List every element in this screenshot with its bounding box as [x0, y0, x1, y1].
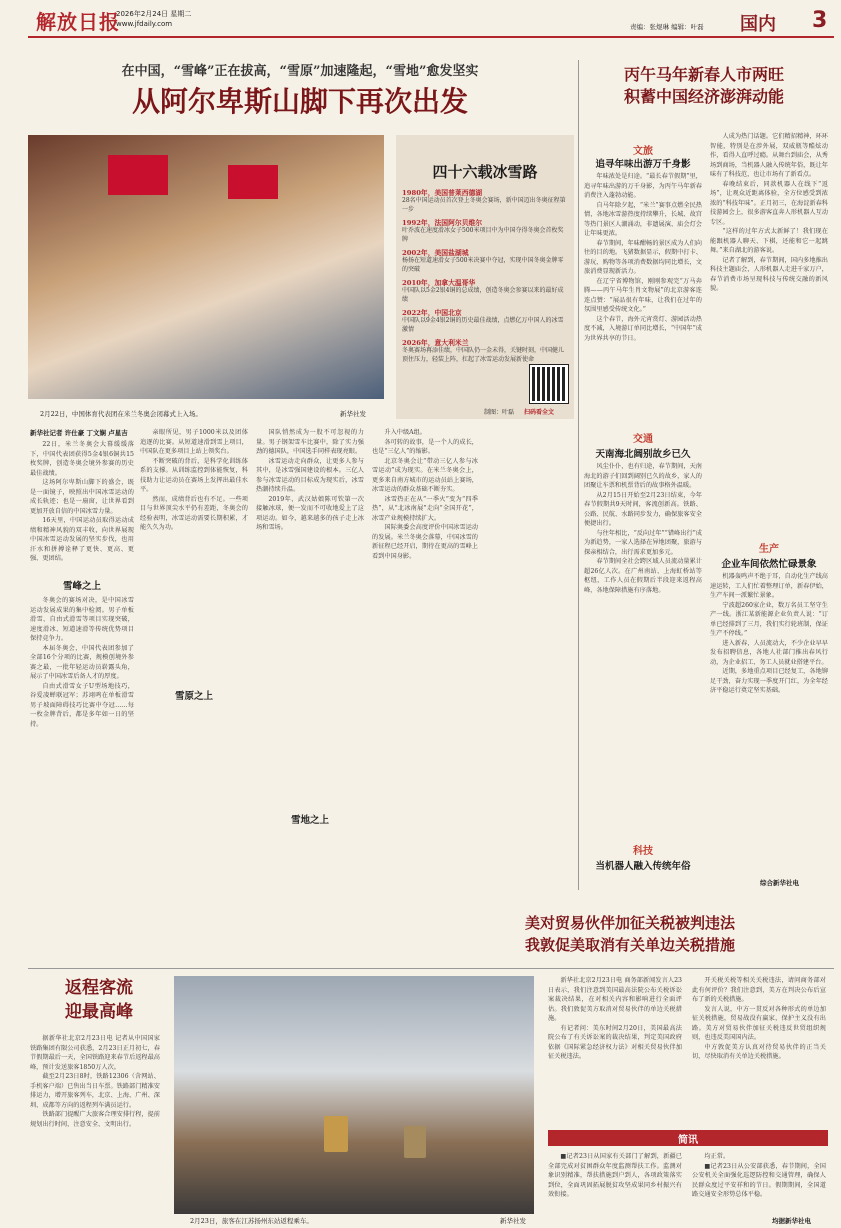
- divider: [578, 60, 579, 890]
- subhead-culture: 追寻年味出游万千身影: [595, 159, 691, 170]
- qr-code-icon[interactable]: [530, 365, 568, 403]
- paragraph: 风尘仆仆，也有归途，春节期间，天南海北的游子们回到阔别已久的故乡，家人的团聚让车票和机票背后的故事格外温暖。: [584, 463, 702, 489]
- lead-col-2: [140, 428, 248, 668]
- timeline-year: 1992年，法国阿尔贝维尔: [402, 219, 483, 227]
- lead-kicker: 在中国，“雪峰”正在拔高，“雪原”加速隆起，“雪地”愈发坚实: [121, 64, 479, 79]
- luggage-icon: [404, 1126, 426, 1158]
- paragraph: 不断突破的背后，是科学化训练体系的支撑。从训练监控到体能恢复，科技助力让运动员在赛场上发挥出最佳水平。: [140, 457, 248, 493]
- section-tech: 科技: [633, 846, 653, 857]
- paragraph: 亲眼所见，男子1000米以及团体追逐的比赛。从短道速滑到雪上项目，中国队在更多项目上站上领奖台。: [140, 429, 248, 455]
- right-top-headline-text: 丙午马年新春人市两旺 积蓄中国经济澎湃动能: [623, 65, 784, 106]
- paragraph: 春节期间，年味酣畅的景区成为人们向往的目的地。飞猪数据显示，假期中打卡、游玩、购物等各项消费数据均同比增长，文旅消费显现新活力。: [584, 239, 702, 275]
- paragraph: 截至2月23日8时，铁路12306（含网站、手机客户端）已售出当日车票。铁路部门精准安排运力，增开旅客列车，北京、上海、广州、深圳、成都等方向的返程列车满员运行。: [30, 1073, 160, 1109]
- date-line: 2026年2月24日 星期二: [116, 10, 192, 18]
- left-bottom-headline: [30, 968, 168, 1024]
- lead-col-3: [256, 428, 364, 808]
- timeline-item: [402, 247, 568, 274]
- right-col-c: [584, 462, 702, 832]
- timeline-item: [402, 277, 568, 304]
- center-bottom-headline: [430, 912, 830, 956]
- paragraph: 从2月15日开始至2月23日结束，今年春节假期共9天时间，客流创新高。铁路、公路、民航、水路同步发力，确保旅客安全便捷出行。: [584, 491, 702, 527]
- section-transport: 交通: [633, 434, 653, 445]
- paragraph: 北京冬奥会让“带动三亿人参与冰雪运动”成为现实。在米兰冬奥会上，更多来自南方城市的运动员站上赛场，冰雪运动的群众基础不断夯实。: [372, 457, 478, 493]
- timeline-text: 中国队以5金2银4铜的总成绩，创造冬奥会参赛以来的最好成绩: [402, 287, 564, 303]
- timeline-item: [402, 187, 568, 214]
- timeline-item: [402, 337, 568, 364]
- lead-headline: 从阿尔卑斯山脚下再次出发: [131, 85, 468, 118]
- editors: 责编：张煜琳 编辑：叶磊: [630, 23, 704, 31]
- flag-icon: [228, 165, 278, 199]
- masthead: [0, 0, 841, 42]
- subhead-snow-peak: 雪峰之上: [62, 581, 101, 592]
- center-photo-credit: 新华社发: [500, 1217, 526, 1225]
- paragraph: 这场阿尔卑斯山脚下的盛会，既是一面镜子，映照出中国冰雪运动的成长轨迹；也是一扇窗，让世界看到更加开放自信的中国冰雪力量。: [30, 479, 134, 515]
- paragraph: 国际奥委会高度评价中国冰雪运动的发展。米兰冬奥会落幕，中国冰雪的新征程已经开启，期待在更高的雪峰上看到中国身影。: [372, 524, 478, 560]
- paragraph: 本届冬奥会，中国代表团参加了全部16个分项的比赛，规模创境外参赛之最，一批年轻运动员崭露头角，展示了中国冰雪后备人才的厚度。: [30, 644, 134, 680]
- lead-col-4: [372, 428, 478, 948]
- timeline-text: 杨扬在短道速滑女子500米决赛中夺冠，实现中国冬奥金牌零的突破: [402, 257, 564, 273]
- lead-col-1b: [30, 596, 134, 956]
- paragraph: 升入中级A组。: [384, 429, 426, 436]
- paragraph: “这样的过年方式太新鲜了！我们现在能跟机器人聊天、下棋，还能和它一起跳舞。”来自湖北的游客说。: [710, 228, 828, 254]
- brief-col-2: [692, 1152, 826, 1214]
- lead-photo-credit: 新华社发: [340, 410, 366, 418]
- paragraph: 进入新春，人员流动大，不少企业早早发布招聘信息，各地人社部门推出春风行动，为企业招工、务工人员就业搭建平台。: [710, 639, 828, 666]
- qr-label: 扫码看全文: [524, 409, 555, 416]
- paragraph: 各可转的故事，是一个人的成长，也是“三亿人”的缩影。: [372, 438, 478, 455]
- right-top-byline: 综合新华社电: [760, 879, 799, 887]
- timeline-title: 四十六载冰雪路: [432, 163, 538, 181]
- newspaper-logo: 解放日报: [36, 10, 120, 34]
- right-top-headline: [584, 64, 824, 108]
- paragraph: 宁波超260家企业，数万名员工坚守生产一线。浙江某新能源企业负责人说：“订单已经排到了三月，我们实行轮班制，保证生产不停线。”: [710, 601, 828, 637]
- lead-photo-caption: 2月22日，中国体育代表团在米兰冬奥会闭幕式上入场。: [40, 410, 202, 418]
- brief-title: 简讯: [678, 1135, 698, 1146]
- paragraph: 自由式滑雪女子U型场地技巧，谷爱凌蝉联冠军；苏翊鸣在单板滑雪男子坡面障碍技巧比赛中夺冠……每一枚金牌背后，都是多年如一日的坚持。: [30, 682, 134, 728]
- section-production: 生产: [759, 544, 779, 555]
- page-number: 3: [812, 8, 828, 33]
- brief-col-1: [548, 1152, 682, 1222]
- timeline-year: 2002年，美国盐湖城: [402, 249, 469, 257]
- paragraph: 记者了解到，春节期间，国内多地推出科技主题庙会，人形机器人走进千家万户，春节消费市场呈现科技与传统交融的新风貌。: [710, 256, 828, 292]
- right-col-d: [710, 572, 828, 872]
- brief-credit: 均据新华社电: [772, 1217, 811, 1225]
- paragraph: 22日，米兰冬奥会大幕缓缓落下，中国代表团获得5金4银6铜共15枚奖牌，创造冬奥会境外参赛的历史最佳战绩。: [30, 441, 134, 477]
- center-col-1: [548, 976, 682, 1126]
- right-col-b: [710, 132, 828, 532]
- center-col-2: [692, 976, 826, 1126]
- right-col-a: [584, 172, 702, 422]
- website[interactable]: www.jfdaily.com: [116, 20, 173, 28]
- subhead-tech: 当机器人融入传统年俗: [595, 861, 691, 872]
- subhead-snow-ground: 雪地之上: [290, 815, 329, 826]
- luggage-icon: [324, 1116, 348, 1152]
- center-bottom-headline-text: 美对贸易伙伴加征关税被判违法 我敦促美取消有关单边关税措施: [524, 914, 735, 954]
- timeline-year: 2026年，意大利米兰: [402, 339, 469, 347]
- paragraph: 16天里，中国运动员取得运动成绩和精神风貌的双丰收，向世界展现中国冰雪运动发展的坚实步伐，也用汗水和拼搏诠释了更快、更高、更强、更团结。: [30, 517, 134, 562]
- subhead-snow-field: 雪原之上: [174, 691, 213, 702]
- paragraph: 然而，成绩背后也有不足。一些项目与世界顶尖水平仍有差距，冬奥会的经验表明，冰雪运动需要长期积累，才能久久为功。: [140, 495, 248, 531]
- design-credit: 制图：叶磊: [484, 409, 515, 416]
- paragraph: 2019年，武汉姑娘陈可钦第一次接触冰球，便一发而不可收地爱上了这项运动。如今，越来越多的孩子走上冰场和雪场。: [256, 495, 364, 531]
- paragraph: 春晚结束后，同款机器人在线下“返场”，让观众近距离体验，全方位感受到浓浓的“科技年味”。正月初三，在海淀新春科技游园会上，很多游客直奔人形机器人互动专区。: [710, 180, 828, 226]
- timeline-text: 叶乔波在速度滑冰女子500米项目中为中国夺得冬奥会首枚奖牌: [402, 227, 564, 243]
- paragraph: ■记者23日从国家有关部门了解到，新疆已全部完成对贫困群众年度监测帮扶工作。监测对象识别精准，帮扶措施到户到人，各项政策落实到位，全面巩固拓展脱贫攻坚成果同乡村振兴有效衔接。: [548, 1153, 682, 1198]
- flag-icon: [108, 155, 168, 195]
- paragraph: 近期，多地重点项目已经复工，各地铆足干劲，奋力实现一季度开门红，为全年经济平稳运行奠定坚实基础。: [710, 668, 828, 694]
- lead-col-1: [30, 440, 134, 570]
- masthead-rule: [28, 36, 834, 38]
- paragraph: 国队悄然成为一股不可忽视的力量。男子钢架雪车比赛中，除了实力强劲的德国队，中国选手同样表现亮眼。: [256, 429, 364, 455]
- paragraph: 开关税关税等相关关税违法，请问商务部对此有何评价？我们注意到，美方在判决公布后宣布了新的关税措施。: [692, 977, 826, 1003]
- paragraph: 这个春节，海外元宵赏灯、游园活动热度不减，入境游订单同比增长，“中国年”成为世界共享的节日。: [584, 315, 702, 342]
- subhead-production: 企业车间依然忙碌景象: [721, 559, 817, 570]
- left-bottom-body: [30, 1034, 160, 1224]
- timeline-box: [396, 135, 574, 419]
- paragraph: 人成为热门话题。它们精招精神，环环智能，特别是在涉外展，双威瓶等酷炫动作，看得人直呼过瘾。从舞台到庙会，从秀场到商场，当机器人融入传统年俗，既让年味有了科技范，也让市场有了新看点。: [710, 133, 828, 178]
- paragraph: 均正常。: [704, 1153, 730, 1160]
- paragraph: 冰雪运动走向群众，让更多人参与其中，是冰雪强国建设的根本。三亿人参与冰雪运动的目标成为现实后，冰雪热潮持续升温。: [256, 457, 364, 493]
- travelers-photo: [174, 976, 534, 1214]
- timeline-text: 中国队以9金4银2铜的历史最佳战绩，点燃亿万中国人的冰雪激情: [402, 317, 564, 333]
- section-label: 国内: [740, 14, 776, 35]
- paragraph: 与往年相比，“反向过年”“错峰出行”成为新趋势，一家人选择在异地团聚，旅游与探亲相结合，出行需求更加多元。: [584, 529, 702, 556]
- paragraph: ■记者23日从公安部获悉，春节期间，全国公安机关全面强化巡逻防控和交通管理，确保人民群众度过平安祥和的节日。假期期间，全国道路交通安全形势总体平稳。: [692, 1162, 826, 1198]
- lead-photo: [28, 135, 384, 399]
- timeline-text: 28名中国运动员首次登上冬奥会赛场，新中国迈出冬奥征程第一步: [402, 197, 566, 213]
- paragraph: 冰雪热正在从“一季火”变为“四季热”，从“北冰南展”走向“全国开花”，冰雪产业规模持续扩大。: [372, 495, 478, 522]
- paragraph: 铁路部门提醒广大旅客合理安排行程，提前规划出行时间，注意安全、文明出行。: [30, 1111, 160, 1128]
- timeline-year: 1980年，美国普莱西德湖: [402, 189, 483, 197]
- timeline-item: [402, 307, 568, 334]
- lead-byline: 新华社记者 许仕豪 丁文娴 卢星吉: [30, 429, 128, 437]
- timeline-list: [402, 187, 568, 367]
- timeline-text: 冬奥赛场再添佳绩，中国队仍一金未得，关键时刻，中国健儿顶住压力，轻装上阵，扛起了冰雪运动发展新使命: [402, 347, 565, 363]
- left-bottom-headline-text: 返程客流 迎最高峰: [65, 978, 133, 1022]
- timeline-item: [402, 217, 568, 244]
- timeline-year: 2010年，加拿大温哥华: [402, 279, 476, 287]
- paragraph: 春节期间全社会跨区域人员流动量累计超26亿人次。在广州南站、上海虹桥站等枢纽，工作人员在假期后半段迎来返程高峰，各地保障措施有序落地。: [584, 558, 702, 594]
- paragraph: 发言人说，中方一贯反对各种形式的单边加征关税措施，贸易战没有赢家，保护主义没有出路。美方对贸易伙伴加征关税违反世贸组织规则，也违反美国国内法。: [692, 1005, 826, 1041]
- center-photo-caption: 2月23日，旅客在江苏扬州东站返程乘车。: [190, 1217, 313, 1225]
- subhead-transport: 天南海北阔别故乡已久: [595, 449, 691, 460]
- paragraph: 年味浓处是归途。“最长春节假期”里，追寻年味出游的万千身影，为丙午马年新春消费注入蓬勃动能。: [584, 173, 702, 199]
- section-culture: 文旅: [633, 146, 653, 157]
- paragraph: 新华社北京2月23日电 商务部新闻发言人23日表示，我们注意到美国最高法院公布关税诉讼案裁决结果，在对相关内容和影响进行全面评估。我们敦促美方取消对贸易伙伴的单边关税措施。: [548, 977, 682, 1022]
- paragraph: 有记者问：美东时间2月20日，美国最高法院公布了有关诉讼案的裁决结果，判定美国政府依据《国际紧急经济权力法》对相关贸易伙伴加征关税违法。: [548, 1024, 682, 1060]
- timeline-year: 2022年，中国北京: [402, 309, 462, 317]
- paragraph: 据新华社北京2月23日电 记者从中国国家铁路集团有限公司获悉，2月23日正月初七，春节假期最后一天，全国铁路迎来春节后返程最高峰，预计发送旅客1850万人次。: [30, 1035, 160, 1071]
- paragraph: 在辽宁省博物馆，刚刚参观完“万马奔腾——丙午马年生肖文物展”的北京游客连连点赞：“展品很有年味，让我们在过年的氛围里感受传统文化。”: [584, 277, 702, 313]
- paragraph: 中方敦促美方认真对待贸易伙伴的正当关切，尽快取消有关单边关税措施。: [692, 1043, 826, 1060]
- paragraph: 机器轰鸣声不绝于耳，自动化生产线高速运转，工人们忙着整理订单，新春伊始，生产车间一派繁忙景象。: [710, 573, 828, 599]
- paragraph: 冬奥会的赛场对决，是中国冰雪运动发展成果的集中检阅。男子单板滑雪、自由式滑雪等项目实现突破，速度滑冰、短道速滑等传统优势项目保持竞争力。: [30, 597, 134, 642]
- paragraph: 自马年除夕起，“米兰”赛事点燃全民热情，各地冰雪游热度持续攀升，长城、故宫等热门景区人潮涌动，非遗展演、庙会灯会让年味更浓。: [584, 201, 702, 237]
